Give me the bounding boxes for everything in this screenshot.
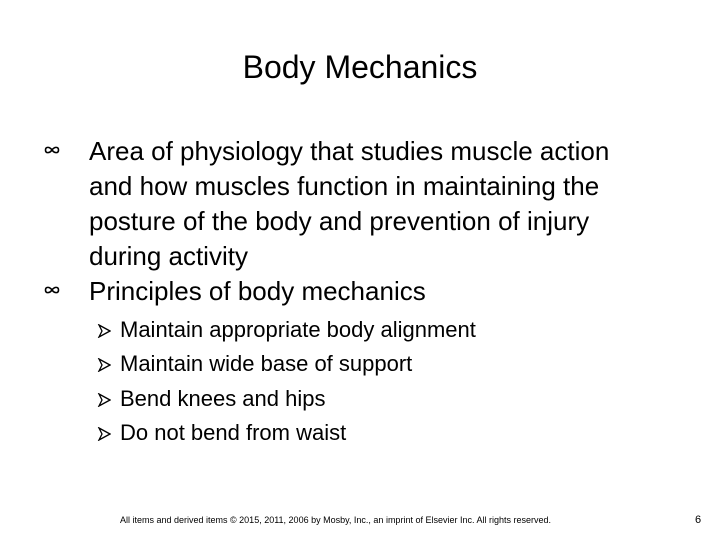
bullet-line: Area of physiology that studies muscle action [89,136,610,166]
sub-bullet-item [0,315,720,349]
bullet-line: posture of the body and prevention of injury [89,206,590,236]
sub-bullet-text: Maintain wide base of support [120,351,413,376]
bullet-text [89,134,689,274]
bullet-line: and how muscles function in maintaining the [89,171,600,201]
sub-bullet-item [0,418,720,452]
sub-bullet-text: Do not bend from waist [120,420,347,445]
sub-bullet-text: Maintain appropriate body alignment [120,317,476,342]
sub-bullet-text: Bend knees and hips [120,386,326,411]
arrowhead-bullet-icon [97,324,111,338]
infinity-bullet-icon [44,142,60,158]
bullet-line: during activity [89,241,248,271]
arrowhead-bullet-icon [97,427,111,441]
slide-footer [0,514,720,528]
infinity-bullet-icon [44,282,60,298]
bullet-line: Principles of body mechanics [89,276,426,306]
page-number: 6 [695,514,702,526]
slide-title: Body Mechanics [242,49,478,85]
sub-bullet-item [0,384,720,418]
arrowhead-bullet-icon [97,393,111,407]
copyright-notice: All items and derived items © 2015, 2011, 2006 by Mosby, Inc., an imprint of Elsevier Inc. All rights reserved. [120,515,551,525]
bullet-text [89,274,689,309]
sub-bullet-item [0,349,720,383]
arrowhead-bullet-icon [97,358,111,372]
